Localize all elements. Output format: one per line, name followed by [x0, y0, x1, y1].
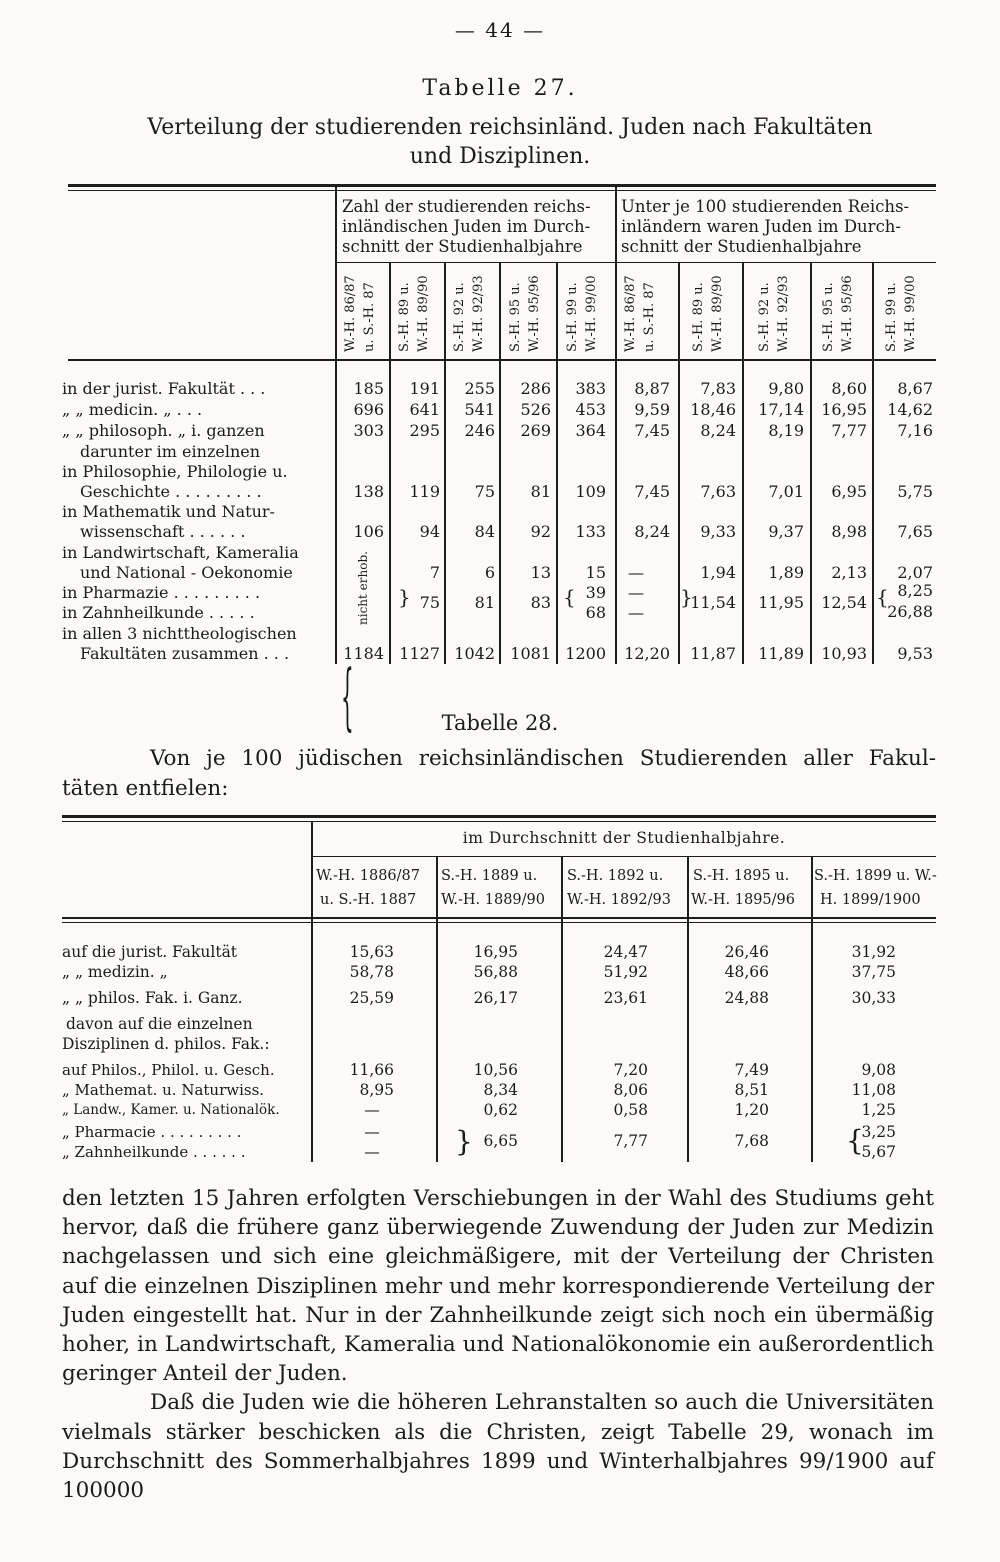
t27-cell-r7-c3: 83	[530, 593, 551, 612]
t27-cell-r8-c8: 10,93	[821, 644, 867, 663]
t27-period-5a: S.-H. 99 u.	[565, 282, 580, 352]
t28-cell-r8-c0: —	[364, 1123, 380, 1141]
t27-cell-r1-c7: 17,14	[758, 400, 804, 419]
t27-cell-r5-c4: 15	[585, 563, 606, 582]
t27-cell-r8-c2: 1042	[454, 644, 495, 663]
t27-cell-r5-c1: 7	[429, 563, 440, 582]
t27-bottom-header-rule	[68, 359, 936, 361]
t27-cell-r4-c5: 8,24	[634, 522, 670, 541]
t27-cell-r3-c8: 6,95	[831, 482, 867, 501]
t27-brace-c10: {	[876, 585, 889, 609]
t27-cell-r0-c7: 9,80	[768, 379, 804, 398]
t27-cell-r3-c7: 7,01	[768, 482, 804, 501]
t27-period-8b: W.-H. 92/93	[776, 275, 791, 352]
t27-cell-r0-c2: 255	[464, 379, 495, 398]
t27-label-wissenschaft: wissenschaft . . . . . .	[80, 522, 246, 541]
t28-label-2: „ „ philos. Fak. i. Ganz.	[62, 989, 243, 1007]
t27-cell-r1-c0: 696	[353, 400, 384, 419]
t27-cell-r0-c5: 8,87	[634, 379, 670, 398]
t27-cell-r4-c6: 9,33	[700, 522, 736, 541]
t28-cell-r2-c4: 30,33	[851, 989, 896, 1007]
t28-cell-r9-c2: 7,77	[613, 1132, 648, 1150]
t27-cell-r6-c5: —	[628, 583, 644, 602]
t28-mid-rule	[311, 856, 936, 857]
t28-header-bottom-rule	[62, 917, 936, 919]
t27-brace-c7: }	[680, 585, 693, 609]
t27-period-6b: u. S.-H. 87	[642, 282, 657, 352]
t27-cell-r0-c4: 383	[575, 379, 606, 398]
t27-label-allen: in allen 3 nichttheologischen	[62, 624, 297, 643]
t28-cell-r1-c1: 56,88	[473, 963, 518, 981]
t28-col4-h1: S.-H. 1895 u.	[693, 868, 790, 884]
t27-cell-r1-c3: 526	[520, 400, 551, 419]
t27-cell-r2-c0: 303	[353, 421, 384, 440]
t28-span-header: im Durchschnitt der Studienhalbjahre.	[462, 829, 786, 847]
t27-cell-r1-c9: 14,62	[887, 400, 933, 419]
table-28-intro-line-2: täten entfielen:	[62, 776, 229, 801]
t27-cell-r4-c8: 8,98	[831, 522, 867, 541]
t27-cell-r1-c2: 541	[464, 400, 495, 419]
paragraph-2: Daß die Juden wie die höheren Lehranstalten so auch die Universitäten vielmals stärker beschicken als die Christen, zeigt Tabelle 29, wonach im Durchschnitt des Sommerhalbjahres 1899 und Winterhalbjahres 99/1900 auf 100000	[62, 1390, 934, 1504]
t27-cell-r3-c3: 81	[530, 482, 551, 501]
t27-label-philosoph: „ „ philosoph. „ i. ganzen	[62, 421, 265, 440]
t27-group2-line3: schnitt der Studienhalbjahre	[621, 237, 862, 256]
t27-group2-line1: Unter je 100 studierenden Reichs-	[621, 197, 910, 216]
t27-cell-r4-c9: 7,65	[897, 522, 933, 541]
t28-top-rule	[62, 815, 936, 818]
t28-cell-r1-c4: 37,75	[851, 963, 896, 981]
t27-period-3a: S.-H. 92 u.	[452, 282, 467, 352]
t28-cell-r1-c2: 51,92	[603, 963, 648, 981]
t28-label-8: „ Pharmacie . . . . . . . . .	[62, 1123, 242, 1141]
t27-nicht-erhoben: nicht erhob.	[356, 551, 370, 625]
t27-header-rule	[336, 262, 936, 263]
t27-cell-r8-c1: 1127	[399, 644, 440, 663]
t27-cell-r6-c4: 39	[585, 583, 606, 602]
t27-period-4b: W.-H. 95/96	[527, 275, 542, 352]
t27-period-8a: S.-H. 92 u.	[757, 282, 772, 352]
t27-cell-r4-c3: 92	[530, 522, 551, 541]
t27-cell-r2-c9: 7,16	[897, 421, 933, 440]
t27-cell-r5-c7: 1,89	[768, 563, 804, 582]
t27-cell-r5-c5: —	[628, 563, 644, 582]
t27-label-darunter: darunter im einzelnen	[80, 442, 261, 461]
t28-cell-r1-c3: 48,66	[724, 963, 769, 981]
t28-cell-r7-c2: 0,58	[613, 1101, 648, 1119]
t28-cell-r2-c2: 23,61	[603, 989, 648, 1007]
t28-cell-r7-c3: 1,20	[734, 1101, 769, 1119]
t28-vline-c3	[561, 856, 563, 1162]
t28-cell-r7-c1: 0,62	[483, 1101, 518, 1119]
t27-cell-r8-c7: 11,89	[758, 644, 804, 663]
t27-label-medicin: „ „ medicin. „ . . .	[62, 400, 203, 419]
t27-cell-r3-c9: 5,75	[897, 482, 933, 501]
t27-cell-r0-c0: 185	[353, 379, 384, 398]
t27-period-9b: W.-H. 95/96	[840, 275, 855, 352]
t27-label-jurist: in der jurist. Fakultät . . .	[62, 379, 266, 398]
t27-cell-r7-c5: —	[628, 603, 644, 622]
t28-cell-r6-c0: 8,95	[359, 1081, 394, 1099]
t28-cell-r2-c1: 26,17	[473, 989, 518, 1007]
t27-period-4a: S.-H. 95 u.	[508, 282, 523, 352]
t27-brace-c2: }	[398, 585, 411, 609]
t27-cell-r5-c8: 2,13	[831, 563, 867, 582]
t27-label-pharmazie: in Pharmazie . . . . . . . . .	[62, 583, 261, 602]
t27-label-zusammen: Fakultäten zusammen . . .	[80, 644, 290, 663]
t28-cell-r0-c3: 26,46	[724, 943, 769, 961]
t28-cell-r0-c1: 16,95	[473, 943, 518, 961]
t27-cell-r3-c5: 7,45	[634, 482, 670, 501]
t27-cell-r3-c0: 138	[353, 482, 384, 501]
t27-period-5b: W.-H. 99/00	[584, 275, 599, 352]
t28-label-6: „ Mathemat. u. Naturwiss.	[62, 1081, 265, 1099]
t27-top-rule	[68, 184, 936, 187]
t27-cell-r8-c0: 1184	[343, 644, 384, 663]
t27-label-zahnheilkunde: in Zahnheilkunde . . . . .	[62, 603, 255, 622]
t28-label-0: auf die jurist. Fakultät	[62, 943, 238, 961]
table-27-title: Tabelle 27.	[422, 76, 578, 101]
t27-cell-r1-c6: 18,46	[690, 400, 736, 419]
t28-cell-r5-c1: 10,56	[473, 1061, 518, 1079]
t28-cell-r0-c2: 24,47	[603, 943, 648, 961]
t27-cell-r2-c3: 269	[520, 421, 551, 440]
t27-cell-r7-c6: 11,54	[690, 593, 736, 612]
t27-cell-r7-c1: 75	[419, 593, 440, 612]
t28-label-3: davon auf die einzelnen	[66, 1015, 253, 1033]
t28-cell-r9-c3: 7,68	[734, 1132, 769, 1150]
t28-cell-r5-c2: 7,20	[613, 1061, 648, 1079]
t28-col5-h1: S.-H. 1899 u. W.-	[814, 868, 937, 884]
t28-cell-r2-c3: 24,88	[724, 989, 769, 1007]
t27-period-3b: W.-H. 92/93	[471, 275, 486, 352]
t27-cell-r3-c1: 119	[409, 482, 440, 501]
t27-cell-r2-c6: 8,24	[700, 421, 736, 440]
t28-cell-r8-c4: 3,25	[861, 1123, 896, 1141]
t28-cell-r5-c4: 9,08	[861, 1061, 896, 1079]
t27-cell-r0-c8: 8,60	[831, 379, 867, 398]
body-text	[62, 1184, 934, 1505]
t27-cell-r7-c2: 81	[474, 593, 495, 612]
t28-cell-r9-c4: 5,67	[861, 1143, 896, 1161]
t27-period-10b: W.-H. 99/00	[903, 275, 918, 352]
t27-cell-r4-c1: 94	[419, 522, 440, 541]
t27-cell-r1-c4: 453	[575, 400, 606, 419]
t28-cell-r2-c0: 25,59	[349, 989, 394, 1007]
t27-cell-r3-c6: 7,63	[700, 482, 736, 501]
t27-label-mathematik: in Mathematik und Natur-	[62, 502, 275, 521]
t27-cell-r2-c2: 246	[464, 421, 495, 440]
t27-label-landwirtschaft: in Landwirtschaft, Kameralia	[62, 543, 299, 562]
t28-col5-h2: H. 1899/1900	[820, 892, 921, 908]
t27-period-1b: u. S.-H. 87	[362, 282, 377, 352]
t27-group1-line2: inländischen Juden im Durch-	[342, 217, 591, 236]
t27-cell-r8-c6: 11,87	[690, 644, 736, 663]
table-28-intro-line-1: Von je 100 jüdischen reichsinländischen Studierenden aller Fakul-	[150, 746, 936, 771]
t28-cell-r0-c4: 31,92	[851, 943, 896, 961]
t27-cell-r2-c8: 7,77	[831, 421, 867, 440]
t27-top-rule-thin	[68, 190, 936, 191]
t27-label-oekonomie: und National - Oekonomie	[80, 563, 293, 582]
t27-cell-r5-c6: 1,94	[700, 563, 736, 582]
paragraph-1: den letzten 15 Jahren erfolgten Verschiebungen in der Wahl des Studiums geht hervor, daß die frühere ganz überwiegende Zuwendung der Juden zur Medizin nachgelassen und sich eine gleichmäßigere, mit der Verteilung der Christen auf die einzelnen Disziplinen mehr und mehr korrespondierende Verteilung der Juden eingestellt hat. Nur in der Zahnheilkunde zeigt sich noch ein übermäßig hoher, in Landwirtschaft, Kameralia und Nationalökonomie ein außerordentlich geringer Anteil der Juden.	[62, 1186, 934, 1387]
t27-label-geschichte: Geschichte . . . . . . . . .	[80, 482, 262, 501]
t28-vline-c5	[811, 856, 813, 1162]
t27-period-7b: W.-H. 89/90	[710, 275, 725, 352]
t27-cell-r3-c2: 75	[474, 482, 495, 501]
t28-vline-c2	[436, 856, 438, 1162]
table-28-title: Tabelle 28.	[441, 711, 559, 735]
t27-group1-line3: schnitt der Studienhalbjahre	[342, 237, 583, 256]
page-number: — 44 —	[454, 18, 546, 42]
table-27-subtitle-line-1: Verteilung der studierenden reichsinländ. Juden nach Fakultäten	[147, 115, 873, 140]
t28-cell-r9-c1: 6,65	[483, 1132, 518, 1150]
t28-vline-c4	[687, 856, 689, 1162]
t28-col2-h2: W.-H. 1889/90	[441, 892, 545, 908]
table-27-subtitle-line-2: und Disziplinen.	[409, 144, 591, 169]
t28-cell-r5-c3: 7,49	[734, 1061, 769, 1079]
t28-cell-r7-c0: —	[364, 1101, 380, 1119]
t27-period-9a: S.-H. 95 u.	[821, 282, 836, 352]
t28-cell-r5-c0: 11,66	[349, 1061, 394, 1079]
t28-cell-r0-c0: 15,63	[349, 943, 394, 961]
t28-col3-h2: W.-H. 1892/93	[567, 892, 671, 908]
t27-cell-r0-c1: 191	[409, 379, 440, 398]
t28-top-rule-thin	[62, 821, 936, 822]
t28-label-4: Disziplinen d. philos. Fak.:	[62, 1035, 270, 1053]
t27-cell-r7-c4: 68	[585, 603, 606, 622]
t28-col2-h1: S.-H. 1889 u.	[441, 868, 538, 884]
t28-col1-h1: W.-H. 1886/87	[316, 868, 420, 884]
t27-period-6a: W.-H. 86/87	[623, 275, 638, 352]
t27-cell-r2-c1: 295	[409, 421, 440, 440]
t27-cell-r2-c5: 7,45	[634, 421, 670, 440]
t27-cell-r4-c0: 106	[353, 522, 384, 541]
t27-period-1a: W.-H. 86/87	[343, 275, 358, 352]
t28-cell-r6-c3: 8,51	[734, 1081, 769, 1099]
t27-cell-r4-c4: 133	[575, 522, 606, 541]
t28-label-7: „ Landw., Kamer. u. Nationalök.	[62, 1102, 280, 1118]
t27-brace-c5: {	[563, 585, 576, 609]
t28-cell-r6-c2: 8,06	[613, 1081, 648, 1099]
t27-cell-r4-c2: 84	[474, 522, 495, 541]
t27-cell-r1-c5: 9,59	[634, 400, 670, 419]
t28-cell-r7-c4: 1,25	[861, 1101, 896, 1119]
t27-cell-r0-c6: 7,83	[700, 379, 736, 398]
t27-label-philologie: in Philosophie, Philologie u.	[62, 462, 288, 481]
t28-label-5: auf Philos., Philol. u. Gesch.	[62, 1061, 275, 1079]
t27-period-2a: S.-H. 89 u.	[397, 282, 412, 352]
t27-cell-r0-c9: 8,67	[897, 379, 933, 398]
t28-brace-c5: {	[846, 1124, 864, 1157]
t28-cell-r6-c1: 8,34	[483, 1081, 518, 1099]
t27-cell-r8-c5: 12,20	[624, 644, 670, 663]
t27-cell-r1-c8: 16,95	[821, 400, 867, 419]
t28-cell-r1-c0: 58,78	[349, 963, 394, 981]
t27-cell-r7-c7: 11,95	[758, 593, 804, 612]
t27-cell-r6-c9: 8,25	[897, 581, 933, 600]
t27-cell-r8-c9: 9,53	[897, 644, 933, 663]
t27-cell-r2-c4: 364	[575, 421, 606, 440]
t27-period-7a: S.-H. 89 u.	[691, 282, 706, 352]
t27-cell-r1-c1: 641	[409, 400, 440, 419]
t28-col3-h1: S.-H. 1892 u.	[567, 868, 664, 884]
t27-cell-r8-c4: 1200	[565, 644, 606, 663]
t27-group1-line1: Zahl der studierenden reichs-	[342, 197, 591, 216]
t28-col4-h2: W.-H. 1895/96	[691, 892, 795, 908]
t28-header-bottom-rule-2	[62, 922, 936, 923]
t27-cell-r5-c3: 13	[530, 563, 551, 582]
t28-brace-c2: }	[455, 1125, 473, 1158]
t27-period-2b: W.-H. 89/90	[416, 275, 431, 352]
t27-cell-r7-c9: 26,88	[887, 602, 933, 621]
t28-cell-r6-c4: 11,08	[851, 1081, 896, 1099]
t28-vline-label	[311, 822, 313, 1162]
t27-cell-r5-c9: 2,07	[897, 563, 933, 582]
t27-cell-r4-c7: 9,37	[768, 522, 804, 541]
t27-cell-r7-c8: 12,54	[821, 593, 867, 612]
t28-col1-h2: u. S.-H. 1887	[320, 892, 417, 908]
t27-cell-r8-c3: 1081	[510, 644, 551, 663]
t28-label-1: „ „ medizin. „	[62, 963, 168, 981]
t28-cell-r9-c0: —	[364, 1143, 380, 1161]
t27-cell-r5-c2: 6	[484, 563, 495, 582]
t28-label-9: „ Zahnheilkunde . . . . . .	[62, 1143, 246, 1161]
t27-group2-line2: inländern waren Juden im Durch-	[621, 217, 902, 236]
t27-period-10a: S.-H. 99 u.	[884, 282, 899, 352]
t27-cell-r2-c7: 8,19	[768, 421, 804, 440]
t27-cell-r0-c3: 286	[520, 379, 551, 398]
t27-cell-r3-c4: 109	[575, 482, 606, 501]
t27-brace-left: {	[341, 652, 354, 740]
